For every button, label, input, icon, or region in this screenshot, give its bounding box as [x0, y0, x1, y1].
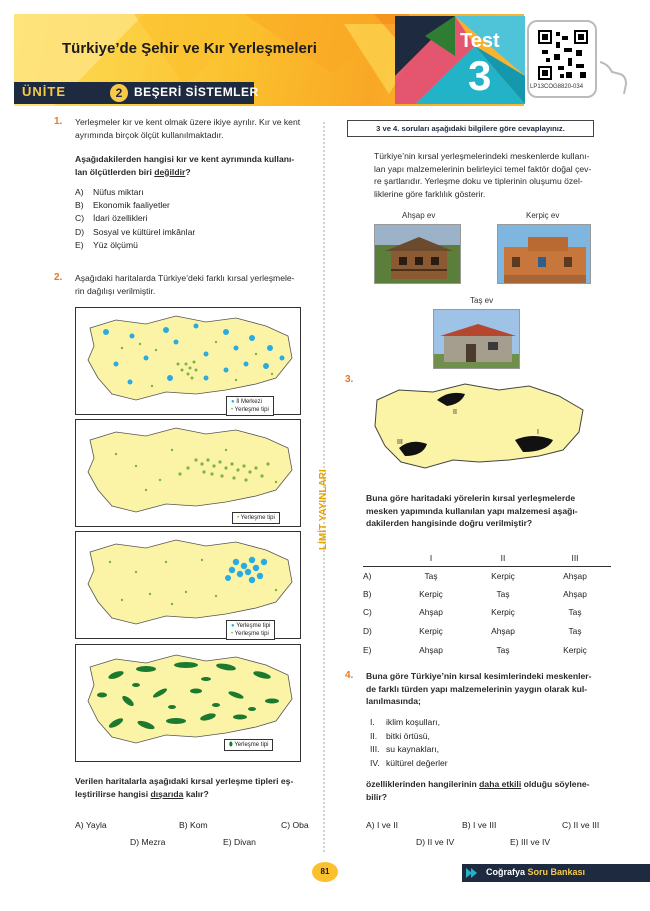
brand-text: LİMİT YAYINLARI: [318, 469, 329, 550]
page-number: 81: [312, 862, 338, 882]
q2-question: [75, 775, 315, 800]
q1-stem-line: ayrımında birçok ölçüt kullanılmaktadır.: [75, 129, 224, 140]
roman-numeral: IV.: [370, 757, 380, 768]
q4-stem: [366, 670, 606, 708]
footer-title: [486, 867, 585, 877]
table-cell: Ahşap: [419, 607, 443, 618]
q2-option-e[interactable]: [223, 837, 256, 847]
q2-map-3: [75, 531, 301, 639]
dot-icon: •: [231, 631, 234, 637]
table-cell: Ahşap: [563, 570, 587, 581]
legend-label: Yerleşme tipi: [234, 407, 269, 413]
roman-numeral: III.: [370, 744, 380, 754]
test-number: 3: [468, 52, 492, 99]
q2-map-4: [75, 644, 301, 762]
legend-row: [231, 398, 269, 406]
option-letter: A): [363, 570, 372, 581]
q1-number: 1.: [54, 116, 63, 127]
option-text: II ve III: [573, 820, 600, 830]
q3-question: [366, 492, 606, 530]
q2-map-1: [75, 307, 301, 415]
q1-question-text: lan ölçütlerden biri: [75, 166, 155, 177]
info-box: 3 ve 4. soruları aşağıdaki bilgilere göre cevaplayınız.: [347, 120, 594, 137]
option-letter: E): [75, 239, 84, 250]
option-text: II ve IV: [427, 837, 455, 847]
q4-item: [370, 743, 448, 757]
unit-number: 2: [110, 84, 128, 102]
q2-question-end: kalır?: [183, 788, 209, 799]
legend-label: Yerleşme tipi: [236, 623, 271, 629]
q2-option-b[interactable]: [179, 820, 208, 830]
table-cell: Kerpiç: [419, 626, 443, 637]
q2-question-line: [75, 788, 315, 801]
q4-question-text: özelliklerinden hangilerinin: [366, 779, 480, 789]
q1-option-d[interactable]: [75, 226, 195, 239]
q2-option-d[interactable]: [130, 837, 165, 847]
option-letter: A): [75, 187, 84, 197]
item-text: bitki örtüsü,: [386, 730, 430, 741]
photo-caption-stone: Taş ev: [470, 296, 494, 305]
q4-number: 4.: [345, 670, 354, 681]
q4-question: [366, 778, 606, 803]
q1-option-e[interactable]: [75, 239, 195, 252]
q2-question-text: leştirilirse hangisi: [75, 788, 151, 799]
option-text: Nüfus miktarı: [93, 187, 144, 197]
legend-row: [231, 406, 269, 414]
option-text: Oba: [292, 820, 309, 830]
q1-question-underline: değildir: [154, 166, 186, 177]
q2-option-c[interactable]: [281, 820, 309, 830]
legend-label: Yerleşme tipi: [240, 515, 275, 521]
info-text-line: Türkiye’nin kırsal yerleşmelerindeki meskenlerde kullanı-: [374, 151, 590, 161]
q3-number: 3.: [345, 374, 354, 385]
q4-option-a[interactable]: [366, 820, 398, 830]
q1-question-line: Aşağıdakilerden hangisi kır ve kent ayrımında kullanı-: [75, 154, 295, 164]
table-cell: Ahşap: [563, 588, 587, 599]
table-cell: Kerpiç: [419, 588, 443, 599]
column-header: II: [467, 550, 539, 566]
option-text: Kom: [189, 820, 208, 830]
page-header: [0, 0, 650, 108]
q4-question-line: [366, 778, 606, 791]
q3-question-line: Buna göre haritadaki yörelerin kırsal yerleşmelerde: [366, 493, 576, 503]
option-letter: D): [363, 626, 372, 637]
q2-stem: [75, 272, 315, 297]
table-cell: Taş: [568, 607, 582, 618]
q1-question-line: [75, 166, 315, 179]
dot-icon: •: [237, 515, 240, 521]
option-letter: E): [223, 837, 232, 847]
item-text: su kaynakları,: [386, 744, 440, 754]
q2-stem-line: Aşağıdaki haritalarda Türkiye’deki farklı kırsal yerleşmele-: [75, 273, 295, 283]
photo-caption-wood: Ahşap ev: [402, 211, 436, 220]
arrow-icon: [466, 868, 478, 878]
q1-options: [75, 186, 195, 252]
hand-icon: [598, 60, 628, 94]
option-text: Ekonomik faaliyetler: [93, 200, 170, 211]
q3-question-line: mesken yapımında kullanılan yapı malzemesi aşağı-: [366, 505, 578, 516]
region-label-i: I: [537, 429, 539, 436]
unit-label: ÜNİTE: [22, 84, 66, 99]
q3-turkey-map: [369, 374, 591, 478]
legend-row: [231, 622, 270, 630]
q4-option-e[interactable]: [510, 837, 550, 847]
q2-number: 2.: [54, 272, 63, 283]
item-text: kültürel değerler: [386, 757, 448, 768]
q3-question-line: dakilerden hangisinde doğru verilmiştir?: [366, 518, 533, 528]
brand-vertical: [318, 440, 330, 550]
info-text-line: lan yapı malzemelerinin belirleyici temel faktör doğal çev-: [374, 163, 592, 174]
table-header-row: [363, 550, 611, 566]
qr-code-icon[interactable]: [538, 30, 588, 80]
option-letter: C): [281, 820, 291, 830]
option-text: Divan: [233, 837, 256, 847]
q2-option-a[interactable]: [75, 820, 107, 830]
option-letter: A): [75, 820, 84, 830]
adobe-house-photo: [497, 224, 591, 284]
legend-label: Yerleşme tipi: [234, 742, 269, 748]
table-cell: Taş: [568, 626, 582, 637]
region-label-iii: III: [397, 439, 403, 446]
table-cell: Kerpiç: [491, 570, 515, 581]
q4-stem-line: de farklı türden yapı malzemelerinin yaygın olarak kul-: [366, 683, 588, 694]
q4-question-line: bilir?: [366, 791, 388, 802]
option-text: Yüz ölçümü: [93, 239, 138, 250]
q4-item: [370, 730, 448, 744]
option-text: I ve II: [376, 820, 398, 830]
option-letter: E): [363, 644, 372, 655]
q2-question-line: Verilen haritalarla aşağıdaki kırsal yerleşme tipleri eş-: [75, 776, 294, 786]
q4-stem-line: lanılmasında;: [366, 696, 421, 706]
q2-stem-line: rin dağılışı verilmiştir.: [75, 285, 156, 296]
q2-map-2: [75, 419, 301, 527]
option-text: I ve III: [472, 820, 497, 830]
q1-option-a[interactable]: [75, 186, 195, 199]
map-legend: [224, 739, 273, 751]
footer-book: Soru Bankası: [527, 867, 586, 877]
column-header: III: [539, 550, 611, 566]
info-text: [374, 150, 614, 200]
table-cell: Ahşap: [491, 626, 515, 637]
legend-row: [231, 630, 270, 638]
region-label-ii: II: [453, 409, 457, 416]
q4-question-underline: daha etkili: [479, 779, 522, 789]
q4-item: [370, 757, 448, 771]
option-letter: C): [75, 213, 85, 224]
q4-option-c[interactable]: [562, 820, 599, 830]
q3-option-e[interactable]: [363, 640, 611, 659]
column-header: I: [395, 550, 467, 566]
map-legend: [232, 512, 280, 524]
turkey-map: [76, 420, 300, 526]
unit-name: BEŞERİ SİSTEMLER: [134, 85, 259, 99]
option-letter: B): [462, 820, 471, 830]
option-letter: C): [562, 820, 572, 830]
option-letter: B): [75, 200, 84, 211]
q2-question-underline: dışarıda: [150, 788, 184, 799]
q1-option-b[interactable]: [75, 199, 195, 212]
leaf-icon: ⬮: [229, 742, 233, 748]
q4-question-text: olduğu söylene-: [521, 779, 590, 789]
table-cell: Taş: [496, 588, 510, 599]
q3-answer-table: [363, 550, 611, 659]
dot-icon: ●: [231, 399, 235, 405]
legend-row: [237, 514, 275, 522]
q3-option-c[interactable]: [363, 603, 611, 622]
option-letter: D): [75, 226, 85, 237]
roman-numeral: II.: [370, 730, 378, 741]
option-text: Mezra: [141, 837, 166, 847]
footer-subject: Coğrafya: [486, 867, 526, 877]
q4-stem-line: Buna göre Türkiye’nin kırsal kesimlerindeki meskenler-: [366, 671, 592, 681]
map-legend: [226, 396, 274, 416]
dot-icon: •: [231, 407, 234, 413]
option-letter: D): [130, 837, 140, 847]
table-cell: Taş: [496, 644, 510, 655]
q4-option-b[interactable]: [462, 820, 496, 830]
option-letter: E): [510, 837, 519, 847]
table-header-empty: [363, 550, 395, 566]
map-legend: [226, 620, 275, 640]
info-text-line: re şartlarıdır. Yerleşme doku ve tiplerinin oluşumu özel-: [374, 176, 583, 186]
table-cell: Ahşap: [419, 644, 443, 655]
roman-numeral: I.: [370, 717, 375, 727]
q4-item: [370, 716, 448, 730]
q1-option-c[interactable]: [75, 212, 195, 225]
option-text: İdari özellikleri: [93, 213, 148, 224]
table-cell: Taş: [424, 570, 438, 581]
stone-house-photo: [433, 309, 520, 369]
option-text: Sosyal ve kültürel imkânlar: [93, 226, 196, 237]
option-text: Yayla: [85, 820, 107, 830]
legend-row: [229, 741, 268, 749]
q4-items: [370, 716, 448, 770]
q1-question-end: ?: [185, 166, 191, 177]
table-cell: Kerpiç: [491, 607, 515, 618]
info-text-line: liklerine göre farklılık gösterir.: [374, 188, 486, 199]
dot-icon: ●: [231, 623, 235, 629]
qr-code-text: LP13COG8820-034: [530, 84, 584, 90]
legend-label: İl Merkezi: [236, 399, 262, 405]
q3-option-a[interactable]: [363, 566, 611, 585]
test-label: Test: [460, 30, 500, 52]
table-cell: Kerpiç: [563, 644, 587, 655]
option-letter: B): [179, 820, 188, 830]
option-letter: A): [366, 820, 375, 830]
q1-question: [75, 153, 315, 178]
wooden-house-photo: [374, 224, 461, 284]
option-text: III ve IV: [520, 837, 551, 847]
q1-stem-line: Yerleşmeler kır ve kent olmak üzere ikiye ayrılır. Kır ve kent: [75, 117, 301, 127]
option-letter: B): [363, 588, 372, 599]
photo-caption-adobe: Kerpiç ev: [526, 211, 560, 220]
option-letter: C): [363, 607, 372, 618]
legend-label: Yerleşme tipi: [234, 631, 269, 637]
option-letter: D): [416, 837, 426, 847]
page-title: Türkiye’de Şehir ve Kır Yerleşmeleri: [62, 40, 317, 57]
q3-option-d[interactable]: [363, 622, 611, 641]
q1-stem: [75, 116, 315, 141]
q4-option-d[interactable]: [416, 837, 454, 847]
q3-option-b[interactable]: [363, 585, 611, 604]
item-text: iklim koşulları,: [386, 717, 440, 727]
